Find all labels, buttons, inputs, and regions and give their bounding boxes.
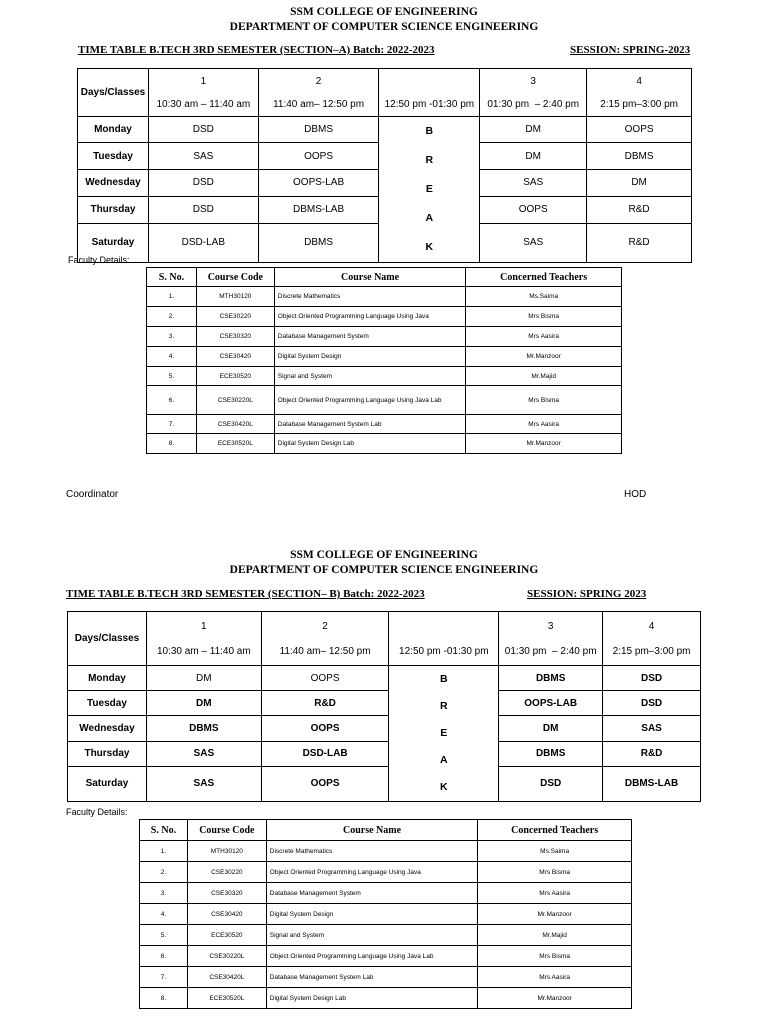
class-cell: OOPS — [261, 766, 389, 801]
course-name-cell: Digital System Design Lab — [274, 434, 466, 454]
column-header: Course Code — [187, 820, 266, 841]
timetable-title-a: TIME TABLE B.TECH 3RD SEMESTER (SECTION–A) Batch: 2022-2023 — [78, 44, 435, 56]
course-code-cell: CSE30320 — [187, 883, 266, 904]
day-cell: Saturday — [78, 223, 149, 262]
table-row — [68, 691, 701, 716]
course-code-cell: CSE30220 — [187, 862, 266, 883]
course-name-cell: Object Oriented Programming Language Using Java Lab — [266, 946, 477, 967]
faculty-table-b — [139, 819, 632, 1009]
period-number: 1 — [200, 75, 207, 87]
class-cell: DM — [499, 716, 603, 741]
table-row — [140, 862, 632, 883]
sno-cell: 2. — [140, 862, 188, 883]
course-name-cell: Discrete Mathematics — [274, 287, 466, 307]
period-4-header — [603, 612, 701, 666]
teacher-cell: Mrs Bisma — [466, 307, 622, 327]
day-cell: Wednesday — [68, 716, 147, 741]
course-code-cell: CSE30420L — [196, 415, 274, 434]
table-row — [147, 415, 622, 434]
course-name-cell: Discrete Mathematics — [266, 841, 477, 862]
period-time: 11:40 am– 12:50 pm — [279, 645, 371, 657]
sno-cell: 3. — [140, 883, 188, 904]
table-row — [140, 925, 632, 946]
course-code-cell: CSE30220L — [196, 386, 274, 415]
period-1-header — [146, 612, 261, 666]
course-name-cell: Object Oriented Programming Language Using Java Lab — [274, 386, 466, 415]
table-row — [147, 287, 622, 307]
course-code-cell: MTH30120 — [196, 287, 274, 307]
period-1-header — [148, 69, 258, 117]
sno-cell: 7. — [147, 415, 197, 434]
table-row — [140, 946, 632, 967]
faculty-header-row — [140, 820, 632, 841]
course-name-cell: Digital System Design — [266, 904, 477, 925]
course-code-cell: ECE30520 — [196, 367, 274, 386]
timetable-title-b: TIME TABLE B.TECH 3RD SEMESTER (SECTION– B) Batch: 2022-2023 — [66, 588, 425, 600]
table-row — [68, 741, 701, 766]
faculty-table-a — [146, 267, 622, 454]
class-cell: DM — [480, 143, 587, 170]
table-row — [140, 967, 632, 988]
class-cell: SAS — [603, 716, 701, 741]
class-cell: DBMS — [587, 143, 692, 170]
break-letter: K — [440, 781, 448, 793]
period-time: 01:30 pm – 2:40 pm — [504, 645, 597, 657]
class-cell: OOPS — [587, 117, 692, 143]
class-cell: DSD-LAB — [148, 223, 258, 262]
column-header: Concerned Teachers — [478, 820, 632, 841]
course-code-cell: CSE30320 — [196, 327, 274, 347]
course-code-cell: ECE30520L — [187, 988, 266, 1009]
course-name-cell: Database Management System — [274, 327, 466, 347]
class-cell: OOPS — [480, 196, 587, 223]
table-row — [147, 434, 622, 454]
period-number: 2 — [322, 620, 328, 632]
period-number: 2 — [315, 75, 322, 87]
course-name-cell: Database Management System Lab — [274, 415, 466, 434]
break-letter: E — [425, 183, 433, 195]
class-cell: DSD — [148, 170, 258, 196]
course-name-cell: Database Management System Lab — [266, 967, 477, 988]
course-name-cell: Object Oriented Programming Language Using Java — [266, 862, 477, 883]
class-cell: SAS — [480, 223, 587, 262]
sno-cell: 2. — [147, 307, 197, 327]
table-row — [140, 904, 632, 925]
class-cell: OOPS-LAB — [499, 691, 603, 716]
teacher-cell: Mrs Bisma — [466, 386, 622, 415]
department-name-b: DEPARTMENT OF COMPUTER SCIENCE ENGINEERING — [229, 564, 539, 576]
table-row — [147, 347, 622, 367]
period-number — [389, 621, 498, 632]
period-number: 3 — [530, 75, 536, 87]
period-time: 10:30 am – 11:40 am — [156, 645, 251, 657]
course-name-cell: Signal and System — [266, 925, 477, 946]
period-time: 2:15 pm–3:00 pm — [600, 98, 678, 110]
day-cell: Monday — [68, 666, 147, 691]
teacher-cell: Mr.Majid — [478, 925, 632, 946]
period-3-header — [499, 612, 603, 666]
day-cell: Tuesday — [68, 691, 147, 716]
table-row — [78, 117, 692, 143]
sno-cell: 4. — [140, 904, 188, 925]
class-cell: DM — [480, 117, 587, 143]
course-code-cell: CSE30220 — [196, 307, 274, 327]
teacher-cell: Mr.Manzoor — [466, 434, 622, 454]
teacher-cell: Mr.Manzoor — [478, 904, 632, 925]
period-3-header — [480, 69, 587, 117]
teacher-cell: Ms.Saima — [466, 287, 622, 307]
break-letter: K — [425, 241, 434, 253]
period-time: 2:15 pm–3:00 pm — [612, 645, 691, 657]
period-time: 11:40 am– 12:50 pm — [273, 98, 365, 110]
period-number: 1 — [201, 620, 207, 632]
break-letter: A — [425, 212, 434, 224]
teacher-cell: Mrs Aasira — [478, 883, 632, 904]
class-cell: DSD-LAB — [261, 741, 389, 766]
column-header: Course Code — [196, 268, 274, 287]
class-cell: DSD — [148, 117, 258, 143]
day-cell: Tuesday — [78, 143, 149, 170]
course-code-cell: CSE30220L — [187, 946, 266, 967]
column-header: Concerned Teachers — [466, 268, 622, 287]
table-row — [147, 386, 622, 415]
class-cell: SAS — [480, 170, 587, 196]
teacher-cell: Mrs Bisma — [478, 946, 632, 967]
class-cell: DBMS — [146, 716, 261, 741]
teacher-cell: Mr.Manzoor — [466, 347, 622, 367]
period-time: 12:50 pm -01:30 pm — [384, 98, 475, 110]
class-cell: DBMS — [499, 666, 603, 691]
sno-cell: 8. — [140, 988, 188, 1009]
course-name-cell: Signal and System — [274, 367, 466, 386]
break-letter: B — [440, 673, 448, 685]
teacher-cell: Mrs Bisma — [478, 862, 632, 883]
class-cell: SAS — [148, 143, 258, 170]
class-cell: DBMS-LAB — [258, 196, 379, 223]
teacher-cell: Ms.Saima — [478, 841, 632, 862]
class-cell: R&D — [261, 691, 389, 716]
college-name-a: SSM COLLEGE OF ENGINEERING — [290, 6, 478, 18]
sno-cell: 7. — [140, 967, 188, 988]
period-number: 4 — [636, 75, 642, 87]
class-cell: DBMS — [258, 117, 379, 143]
day-cell: Thursday — [68, 741, 147, 766]
column-header: Course Name — [274, 268, 466, 287]
break-letter: E — [440, 727, 448, 739]
table-row — [140, 841, 632, 862]
class-cell: SAS — [146, 741, 261, 766]
course-code-cell: MTH30120 — [187, 841, 266, 862]
session-b: SESSION: SPRING 2023 — [527, 588, 647, 600]
class-cell: OOPS — [261, 666, 389, 691]
course-code-cell: CSE30420 — [196, 347, 274, 367]
corner-cell: Days/Classes — [68, 612, 147, 666]
timetable-header-row — [68, 612, 701, 666]
timetable-header-row — [78, 69, 692, 117]
class-cell: R&D — [603, 741, 701, 766]
course-name-cell: Object Oriented Programming Language Using Java — [274, 307, 466, 327]
day-cell: Monday — [78, 117, 149, 143]
table-row — [140, 988, 632, 1009]
teacher-cell: Mrs Aasira — [466, 415, 622, 434]
course-name-cell: Database Management System — [266, 883, 477, 904]
class-cell: OOPS — [261, 716, 389, 741]
sno-cell: 6. — [147, 386, 197, 415]
teacher-cell: Mrs Aasira — [478, 967, 632, 988]
corner-cell: Days/Classes — [78, 69, 149, 117]
faculty-header-row — [147, 268, 622, 287]
department-name-a: DEPARTMENT OF COMPUTER SCIENCE ENGINEERING — [229, 21, 539, 33]
break-letter: R — [440, 700, 448, 712]
period-time: 10:30 am – 11:40 am — [156, 98, 251, 110]
coordinator-label: Coordinator — [66, 489, 119, 500]
timetable-a — [77, 68, 692, 263]
class-cell: DM — [587, 170, 692, 196]
class-cell: R&D — [587, 196, 692, 223]
break-column — [379, 117, 480, 263]
break-period-header — [379, 69, 480, 117]
sno-cell: 1. — [147, 287, 197, 307]
class-cell: DM — [146, 666, 261, 691]
table-row — [140, 883, 632, 904]
break-period-header — [389, 612, 499, 666]
class-cell: DSD — [148, 196, 258, 223]
day-cell: Thursday — [78, 196, 149, 223]
class-cell: SAS — [146, 766, 261, 801]
break-column — [389, 666, 499, 802]
day-cell: Wednesday — [78, 170, 149, 196]
table-row — [68, 716, 701, 741]
column-header: S. No. — [147, 268, 197, 287]
table-row — [147, 307, 622, 327]
teacher-cell: Mrs Aasira — [466, 327, 622, 347]
class-cell: DBMS-LAB — [603, 766, 701, 801]
faculty-details-label-a: Faculty Details: — [68, 255, 130, 265]
break-letter: B — [425, 125, 434, 137]
table-row — [147, 367, 622, 386]
break-letter: A — [440, 754, 448, 766]
class-cell: DBMS — [499, 741, 603, 766]
sno-cell: 5. — [140, 925, 188, 946]
session-a: SESSION: SPRING-2023 — [570, 44, 691, 56]
hod-label: HOD — [624, 489, 647, 500]
period-time: 12:50 pm -01:30 pm — [399, 645, 489, 657]
period-4-header — [587, 69, 692, 117]
period-2-header — [258, 69, 379, 117]
teacher-cell: Mr.Manzoor — [478, 988, 632, 1009]
class-cell: OOPS — [258, 143, 379, 170]
teacher-cell: Mr.Majid — [466, 367, 622, 386]
table-row — [68, 666, 701, 691]
faculty-details-label-b: Faculty Details: — [66, 807, 128, 817]
period-2-header — [261, 612, 389, 666]
course-name-cell: Digital System Design — [274, 347, 466, 367]
course-code-cell: CSE30420 — [187, 904, 266, 925]
sno-cell: 3. — [147, 327, 197, 347]
day-cell: Saturday — [68, 766, 147, 801]
column-header: S. No. — [140, 820, 188, 841]
class-cell: DSD — [603, 666, 701, 691]
sno-cell: 8. — [147, 434, 197, 454]
table-row — [68, 766, 701, 801]
break-letter: R — [425, 154, 434, 166]
table-row — [147, 327, 622, 347]
class-cell: DBMS — [258, 223, 379, 262]
sno-cell: 5. — [147, 367, 197, 386]
timetable-b — [67, 611, 701, 802]
period-number: 4 — [648, 620, 655, 632]
course-code-cell: ECE30520L — [196, 434, 274, 454]
column-header: Course Name — [266, 820, 477, 841]
class-cell: DSD — [603, 691, 701, 716]
course-code-cell: ECE30520 — [187, 925, 266, 946]
college-name-b: SSM COLLEGE OF ENGINEERING — [290, 549, 478, 561]
sno-cell: 1. — [140, 841, 188, 862]
sno-cell: 4. — [147, 347, 197, 367]
class-cell: DM — [146, 691, 261, 716]
class-cell: R&D — [587, 223, 692, 262]
period-number — [379, 76, 479, 87]
sno-cell: 6. — [140, 946, 188, 967]
period-number: 3 — [547, 620, 554, 632]
class-cell: OOPS-LAB — [258, 170, 379, 196]
period-time: 01:30 pm – 2:40 pm — [487, 98, 580, 110]
course-code-cell: CSE30420L — [187, 967, 266, 988]
course-name-cell: Digital System Design Lab — [266, 988, 477, 1009]
class-cell: DSD — [499, 766, 603, 801]
